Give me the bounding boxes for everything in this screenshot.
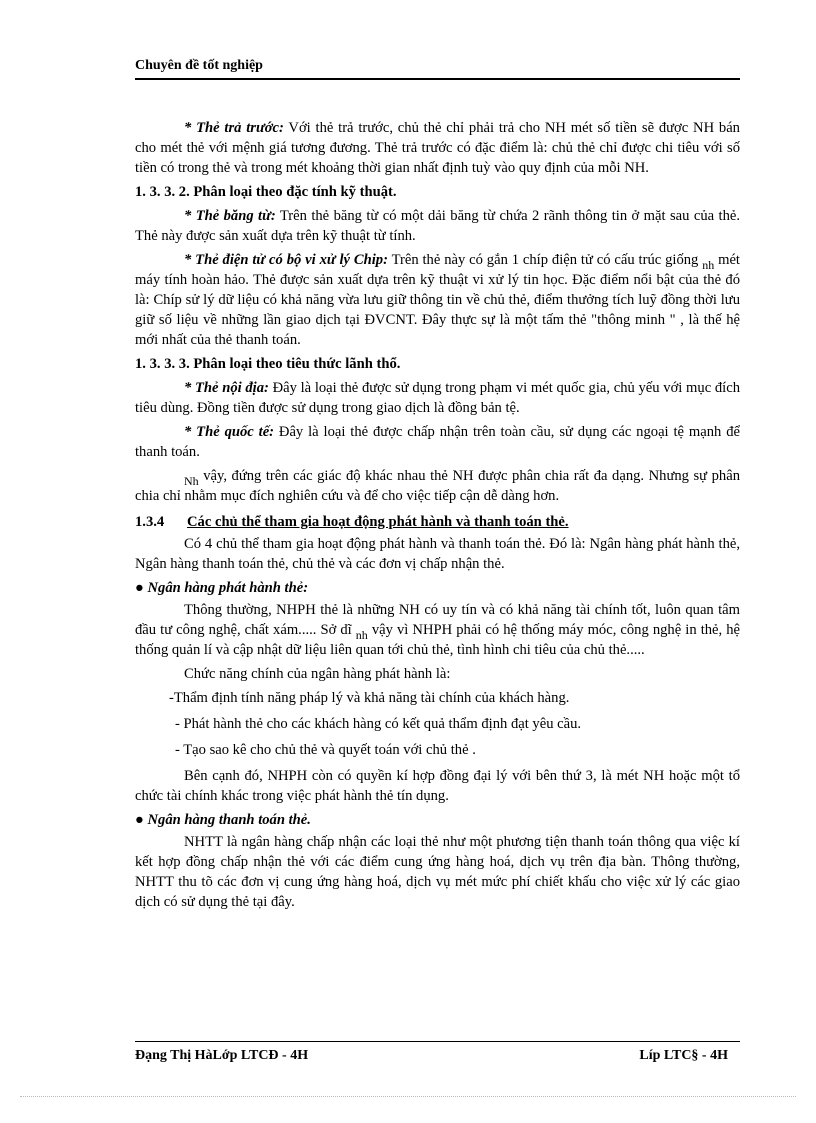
paragraph-prepaid-card: [135, 118, 740, 178]
paragraph-international-card: [135, 422, 740, 462]
list-item: - Phát hành thẻ cho các khách hàng có kết quả thẩm định đạt yêu cầu.: [175, 716, 582, 732]
paragraph-text: Với thẻ trả trước, chủ thẻ chỉ phải trả cho NH mét số tiền sẽ được NH bán cho mét thẻ với mệnh giá tương đương. Thẻ trả trước có đặc điểm là: chủ thẻ chỉ được chi tiêu với số tiền có trong thẻ và trong mét khoảng thời gian nhất định tuỳ vào quy định của mỗi NH.: [135, 120, 740, 176]
section-heading-1332: 1. 3. 3. 2. Phân loại theo đặc tính kỹ thuật.: [135, 184, 397, 200]
paragraph-text: Đây là loại thẻ được chấp nhận trên toàn cầu, sử dụng các ngoại tệ mạnh để thanh toán.: [135, 424, 740, 460]
paragraph-domestic-card: [135, 378, 740, 418]
paragraph-text: Thông thường, NHPH thẻ là những NH có uy tín và có khả năng tài chính tốt, luôn quan tâm đầu tư công nghệ, chất xám..... Sở dĩ: [135, 602, 740, 638]
paragraph-text: mét máy tính hoàn hảo. Thẻ được sản xuất dựa trên kỹ thuật vi xử lý tin học. Đặc điểm nổi bật của thẻ đó là: Chíp sử lý dữ liệu có khả năng vừa lưu giữ thông tin về chủ thẻ, điểm thưởng tích luỹ đồng thời lưu giữ số liệu về những lần giao dịch tại ĐVCNT. Đây thực sự là một tấm thẻ "thông minh " , là thế hệ mới nhất của thẻ thanh toán.: [135, 252, 740, 348]
bullet-icon: ●: [135, 580, 144, 596]
paragraph-chip-card: [135, 250, 740, 350]
term-label: * Thẻ băng từ:: [184, 208, 276, 224]
paragraph-text: Đây là loại thẻ được sử dụng trong phạm vi mét quốc gia, chủ yếu với mục đích tiêu dùng. Đồng tiền được sử dụng trong giao dịch là đồng bản tệ.: [135, 380, 740, 416]
paragraph-issuing-bank: [135, 600, 740, 660]
lowered-text: nh: [702, 258, 715, 272]
term-label: * Thẻ điện tử có bộ vi xử lý Chip:: [184, 252, 388, 268]
paragraph-acquiring-bank: NHTT là ngân hàng chấp nhận các loại thẻ như một phương tiện thanh toán thông qua việc kí kết hợp đồng chấp nhận thẻ với các điểm cung ứng hàng hoá, dịch vụ trên địa bàn. Thông thường, NHTT thu tõ các đơn vị cung ứng hàng hoá, dịch vụ mét mức phí chiết khấu cho việc xử lý các giao dịch có sử dụng thẻ tại đây.: [135, 834, 740, 910]
paragraph-magnetic-card: [135, 206, 740, 246]
paragraph-text: vậy, đứng trên các giác độ khác nhau thẻ NH được phân chia rất đa dạng. Nhưng sự phân chia chỉ nhằm mục đích nghiên cứu và để cho việc tiếp cận dễ dàng hơn.: [135, 468, 740, 504]
footer-class: Líp LTC§ - 4H: [639, 1048, 728, 1063]
paragraph-text: vậy vì NHPH phải có hệ thống máy móc, công nghệ in thẻ, hệ thống quản lí và cập nhật dữ liệu liên quan tới chủ thẻ, tình hình chi tiêu của chủ thẻ.....: [135, 622, 741, 658]
lowered-text: Nh: [184, 474, 199, 488]
section-title: Các chủ thể tham gia hoạt động phát hành và thanh toán thẻ.: [187, 514, 569, 530]
paragraph-summary: [135, 466, 740, 506]
bullet-heading-issuing-bank: [135, 578, 740, 598]
paragraph-agency: Bên cạnh đó, NHPH còn có quyền kí hợp đồng đại lý với bên thứ 3, là mét NH hoặc một tổ chức tài chính khác trong việc phát hành thẻ tín dụng.: [135, 768, 740, 804]
term-label: * Thẻ trả trước:: [184, 120, 284, 136]
list-item: -Thẩm định tính năng pháp lý và khả năng tài chính của khách hàng.: [169, 690, 570, 706]
bullet-title: Ngân hàng thanh toán thẻ.: [143, 812, 311, 828]
page-header: Chuyên đề tốt nghiệp: [135, 58, 263, 73]
term-label: * Thẻ nội địa:: [184, 380, 269, 396]
list-item: - Tạo sao kê cho chủ thẻ và quyết toán với chủ thẻ .: [175, 742, 476, 758]
bullet-heading-acquiring-bank: [135, 810, 740, 830]
footer-author: Đạng Thị HàLớp LTCĐ - 4H: [135, 1048, 309, 1063]
header-rule: [135, 78, 740, 80]
page-footer: [135, 1048, 740, 1064]
section-heading-1333: 1. 3. 3. 3. Phân loại theo tiêu thức lãnh thổ.: [135, 356, 401, 372]
paragraph-text: Trên thẻ này có gắn 1 chíp điện tử có cấu trúc giống: [387, 252, 703, 268]
term-label: * Thẻ quốc tế:: [184, 424, 275, 440]
paragraph-text: Trên thẻ băng từ có một dải băng từ chứa 2 rãnh thông tin ở mặt sau của thẻ. Thẻ này được sản xuất dựa trên kỹ thuật từ tính.: [135, 208, 740, 244]
bullet-title: Ngân hàng phát hành thẻ:: [143, 580, 309, 596]
page-bottom-divider: [20, 1096, 796, 1097]
paragraph-four-parties: Có 4 chủ thể tham gia hoạt động phát hành và thanh toán thẻ. Đó là: Ngân hàng phát hành thẻ, Ngân hàng thanh toán thẻ, chủ thẻ và các đơn vị chấp nhận thẻ.: [135, 536, 740, 572]
section-heading-134: [135, 512, 740, 532]
footer-rule: [135, 1041, 740, 1042]
paragraph-functions-intro: Chức năng chính của ngân hàng phát hành là:: [184, 666, 451, 682]
page-body: [135, 118, 740, 916]
lowered-text: nh: [355, 628, 368, 642]
section-number: 1.3.4: [135, 514, 165, 530]
bullet-icon: ●: [135, 812, 144, 828]
